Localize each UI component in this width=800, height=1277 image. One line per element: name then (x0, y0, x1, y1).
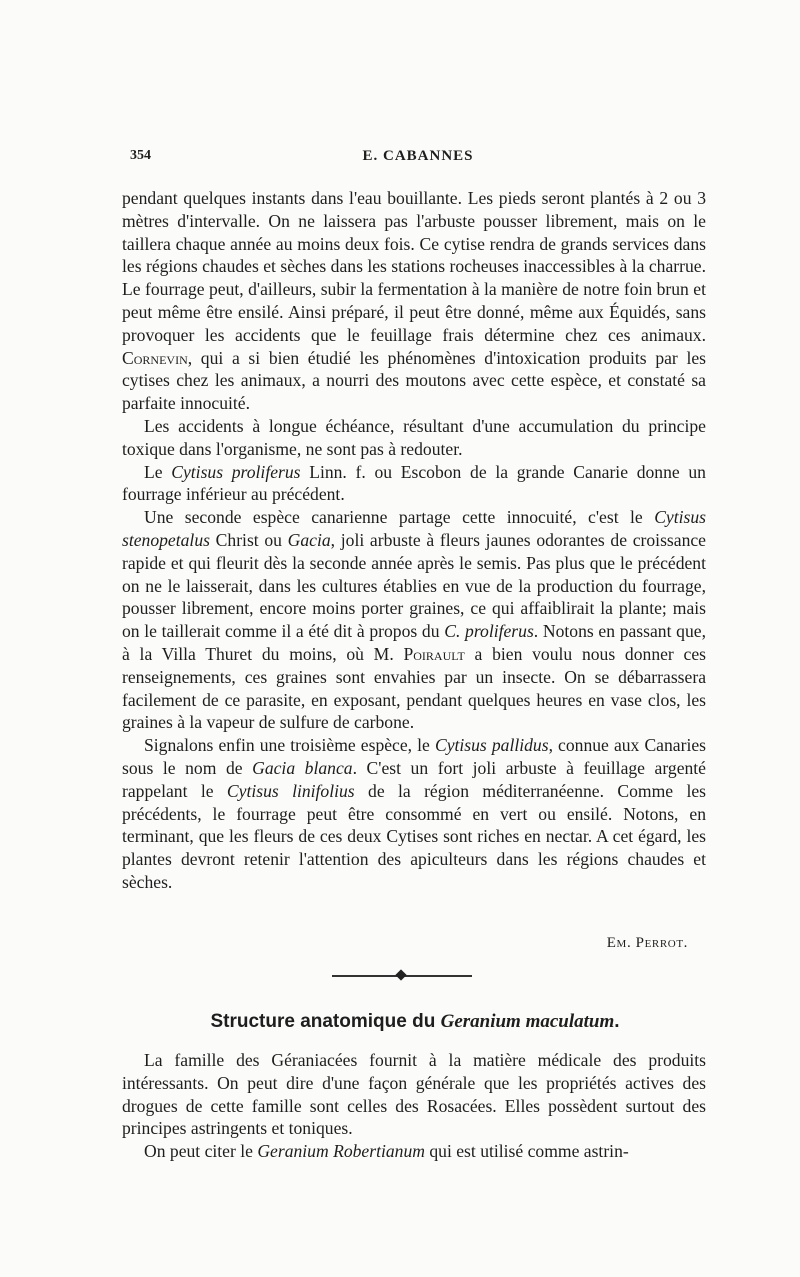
section-title: Structure anatomique du Geranium maculatum. (210, 1011, 620, 1032)
paragraph: La famille des Géraniacées fournit à la matière médicale des produits intéressants. On peut dire d'une façon générale que les propriétés actives des drogues de cette famille sont celles des Rosacées. Elles possèdent surtout des principes astringents et toniques. (122, 1050, 706, 1139)
species-name: C. proliferus (444, 621, 534, 642)
author-name: Poirault (403, 643, 465, 664)
species-name: Cytisus linifolius (226, 780, 355, 801)
page-number: 354 (130, 148, 151, 163)
species-name: Gacia blanca (252, 757, 353, 778)
article-body (122, 187, 706, 894)
species-name: Cytisus pallidus (434, 735, 549, 756)
signature: Em. Perrot. (606, 935, 688, 951)
running-head-author: E. CABANNES (362, 148, 474, 164)
paragraph: Les accidents à longue échéance, résultant d'une accumulation du principe toxique dans l'organisme, ne sont pas à redouter. (122, 415, 706, 459)
paragraph: pendant quelques instants dans l'eau bouillante. Les pieds seront plantés à 2 ou 3 mètres d'intervalle. On ne laissera pas l'arbuste pousser librement, mais on le taillera chaque année au moins deux fois. Ce cytise rendra de grands services dans les régions chaudes et sèches dans les stations rocheuses inaccessibles à la charrue. Le fourrage peut, d'ailleurs, subir la fermentation à la manière de notre foin brun et peut même être ensilé. Ainsi préparé, il peut être donné, même aux Équidés, sans provoquer les accidents que le feuillage frais détermine chez ces animaux. Cornevin, qui a si bien étudié les phénomènes d'intoxication produits par les cytises chez les animaux, a nourri des moutons avec cette espèce, et constaté sa parfaite innocuité. (122, 188, 706, 414)
paragraph: Le Cytisus proliferus Linn. f. ou Escobon de la grande Canarie donne un fourrage inférieur au précédent. (122, 461, 706, 505)
divider-ornament (395, 969, 406, 980)
paragraph: Signalons enfin une troisième espèce, le Cytisus pallidus, connue aux Canaries sous le nom de Gacia blanca. C'est un fort joli arbuste à feuillage argenté rappelant le Cytisus linifolius de la région méditerranéenne. Comme les précédents, le fourrage peut être consommé en vert ou ensilé. Notons, en terminant, que les fleurs de ces deux Cytises sont riches en nectar. A cet égard, les plantes devront retenir l'attention des apiculteurs dans les régions chaudes et sèches. (122, 735, 707, 892)
running-header (130, 148, 706, 172)
paragraph: On peut citer le Geranium Robertianum qui est utilisé comme astrin- (144, 1141, 629, 1162)
paragraph: Une seconde espèce canarienne partage cette innocuité, c'est le Cytisus stenopetalus Christ ou Gacia, joli arbuste à fleurs jaunes odorantes de croissance rapide et qui fleurit dès la seconde année après le semis. Pas plus que le précédent on ne le laisserait, dans les cultures établies en vue de la production du fourrage, pousser librement, encore moins porter graines, ce qui affaiblirait la plante; mais on le taillerait comme il a été dit à propos du C. proliferus. Notons en passant que, à la Villa Thuret du moins, où M. Poirault a bien voulu nous donner ces renseignements, ces graines sont envahies par un insecte. On se débarrassera facilement de ce parasite, en exposant, pendant quelques heures en vase clos, les graines à la vapeur de sulfure de carbone. (122, 507, 706, 733)
species-name: Cytisus proliferus (171, 461, 301, 482)
author-name: Cornevin (122, 347, 188, 368)
species-name: Geranium Robertianum (257, 1141, 425, 1162)
section-body (122, 1049, 706, 1163)
species-name: Cytisus stenopetalus (122, 507, 706, 550)
species-name: Geranium maculatum (440, 1011, 615, 1032)
species-name: Gacia (287, 529, 331, 550)
